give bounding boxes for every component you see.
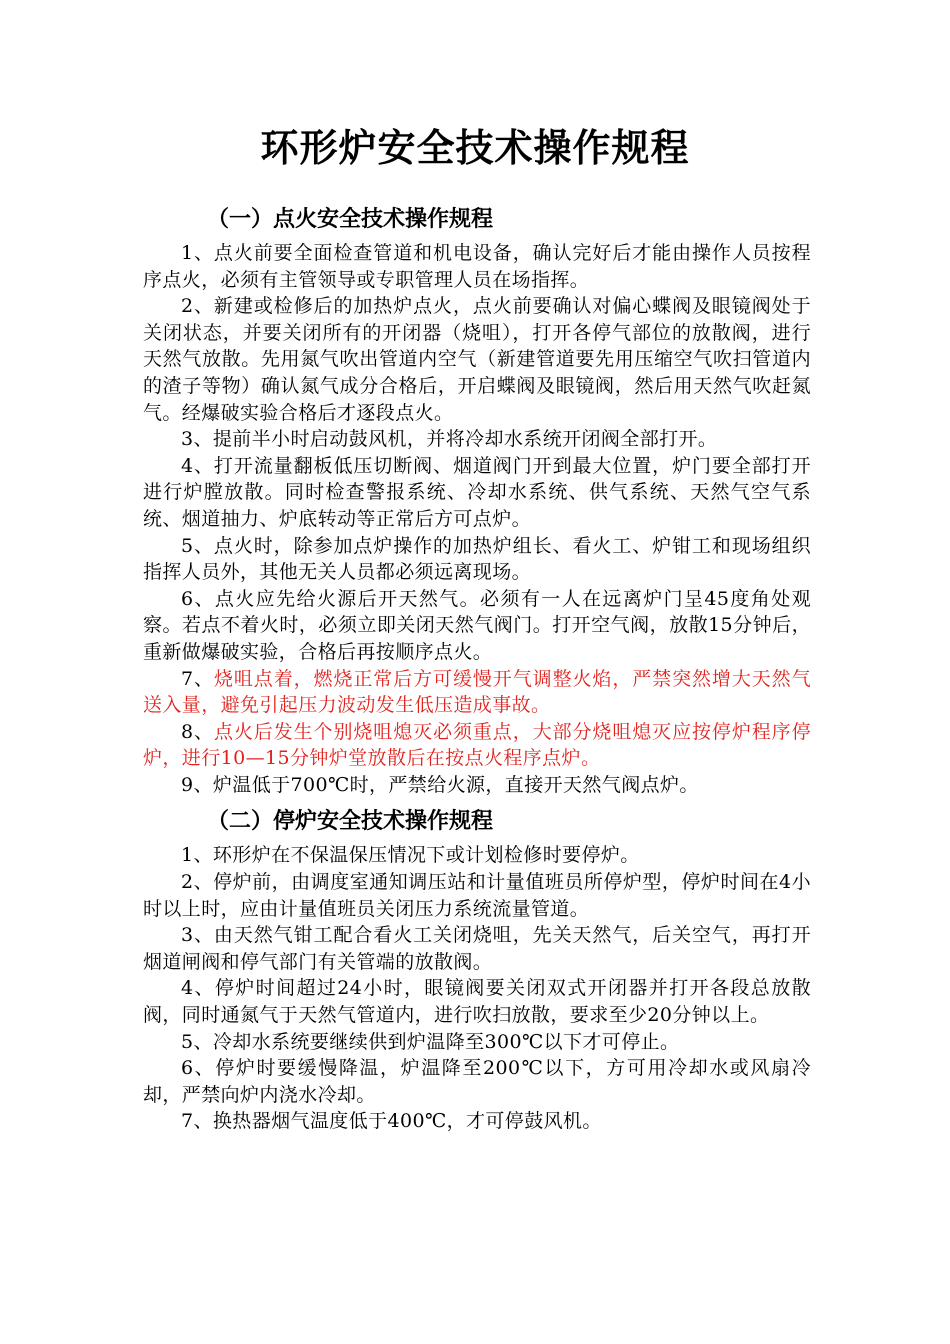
paragraph: 5、点火时，除参加点炉操作的加热炉组长、看火工、炉钳工和现场组织指挥人员外，其他无关人员都必须远离现场。 — [143, 534, 811, 584]
paragraph: 2、新建或检修后的加热炉点火，点火前要确认对偏心蝶阀及眼镜阀处于关闭状态，并要关闭所有的开闭器（烧咀），打开各停气部位的放散阀，进行天然气放散。先用氮气吹出管道内空气（新建管道要先用压缩空气吹扫管道内的渣子等物）确认氮气成分合格后，开启蝶阀及眼镜阀，然后用天然气吹赶氮气。经爆破实验合格后才逐段点火。 — [143, 295, 811, 424]
paragraph: 6、点火应先给火源后开天然气。必须有一人在远离炉门呈45度角处观察。若点不着火时，必须立即关闭天然气阀门。打开空气阀，放散15分钟后，重新做爆破实验，合格后再按顺序点火。 — [143, 587, 811, 663]
paragraph: 3、由天然气钳工配合看火工关闭烧咀，先关天然气，后关空气，再打开烟道闸阀和停气部门有关管端的放散阀。 — [143, 924, 811, 973]
document-body — [143, 200, 811, 1135]
paragraph: 1、环形炉在不保温保压情况下或计划检修时要停炉。 — [181, 844, 640, 867]
paragraph: 1、点火前要全面检查管道和机电设备，确认完好后才能由操作人员按程序点火，必须有主管领导或专职管理人员在场指挥。 — [143, 242, 811, 291]
paragraph-warning: 7、烧咀点着，燃烧正常后方可缓慢开气调整火焰，严禁突然增大天然气送入量，避免引起压力波动发生低压造成事故。 — [143, 667, 811, 717]
paragraph: 4、停炉时间超过24小时，眼镜阀要关闭双式开闭器并打开各段总放散阀，同时通氮气于天然气管道内，进行吹扫放散，要求至少20分钟以上。 — [143, 977, 811, 1027]
paragraph: 6、停炉时要缓慢降温，炉温降至200℃以下，方可用冷却水或风扇冷却，严禁向炉内浇水冷却。 — [143, 1057, 811, 1106]
highlighted-warning-text: 烧咀点着，燃烧正常后方可缓慢开气调整火焰，严禁突然增大天然气送入量，避免引起压力波动发生低压造成事故。 — [143, 667, 811, 717]
paragraph-warning: 8、点火后发生个别烧咀熄灭必须重点，大部分烧咀熄灭应按停炉程序停炉，进行10—15分钟炉堂放散后在按点火程序点炉。 — [143, 720, 811, 770]
paragraph: 3、提前半小时启动鼓风机，并将冷却水系统开闭阀全部打开。 — [181, 428, 718, 451]
paragraph: 7、换热器烟气温度低于400℃，才可停鼓风机。 — [181, 1110, 602, 1133]
section-heading-shutdown: （二）停炉安全技术操作规程 — [207, 808, 494, 835]
paragraph: 4、打开流量翻板低压切断阀、烟道阀门开到最大位置，炉门要全部打开进行炉膛放散。同时检查警报系统、冷却水系统、供气系统、天然气空气系统、烟道抽力、炉底转动等正常后方可点炉。 — [143, 454, 811, 530]
highlighted-warning-text: 点火后发生个别烧咀熄灭必须重点，大部分烧咀熄灭应按停炉程序停炉，进行10—15分钟炉堂放散后在按点火程序点炉。 — [143, 720, 811, 770]
document-title: 环形炉安全技术操作规程 — [260, 125, 690, 170]
section-heading-ignition: （一）点火安全技术操作规程 — [207, 206, 494, 232]
paragraph: 2、停炉前，由调度室通知调压站和计量值班员所停炉型，停炉时间在4小时以上时，应由计量值班员关闭压力系统流量管道。 — [143, 871, 811, 920]
paragraph: 9、炉温低于700℃时，严禁给火源，直接开天然气阀点炉。 — [181, 773, 699, 796]
paragraph: 5、冷却水系统要继续供到炉温降至300℃以下才可停止。 — [181, 1030, 680, 1053]
